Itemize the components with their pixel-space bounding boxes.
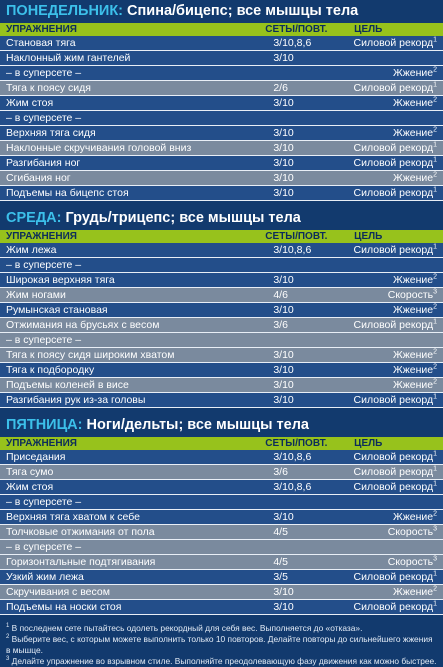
header-goal: ЦЕЛЬ (354, 231, 383, 242)
goal-footnote-mark: 1 (433, 81, 438, 89)
table-row (0, 258, 443, 272)
table-row (0, 333, 443, 347)
goal-footnote-mark: 2 (433, 303, 438, 311)
table-row (0, 171, 443, 185)
day-name: ПОНЕДЕЛЬНИК: (6, 3, 124, 19)
exercise-name: Жим стоя (6, 481, 54, 493)
header-sets: СЕТЫ/ПОВТ. (265, 438, 328, 449)
goal-footnote-mark: 1 (433, 156, 438, 164)
exercise-name: – в суперсете – (6, 334, 82, 346)
goal (344, 585, 443, 599)
sets-reps: 3/10,8,6 (273, 37, 312, 49)
sets-reps: 3/10 (273, 601, 294, 613)
sets-reps: 3/6 (273, 319, 288, 331)
sets-reps (265, 111, 344, 125)
header-exercise: УПРАЖНЕНИЯ (6, 231, 77, 242)
goal (344, 273, 443, 287)
sets-reps: 3/6 (273, 466, 288, 478)
sets-reps: 3/5 (273, 571, 288, 583)
day-section (0, 0, 443, 201)
sets-reps: 3/10 (273, 97, 294, 109)
goal-text: Силовой рекорд (353, 319, 434, 331)
table-row (0, 480, 443, 494)
goal-footnote-mark: 2 (433, 96, 438, 104)
exercise-name: Подъемы коленей в висе (6, 379, 129, 391)
footnote-1: $^1$ В последнем сете пытайтесь одолеть рекордный для себя вес. Выполняется до «отказа». (6, 623, 363, 633)
table-row (0, 303, 443, 317)
exercise-name: Наклонный жим гантелей (6, 52, 131, 64)
goal (344, 378, 443, 392)
exercise-name: – в суперсете – (6, 112, 82, 124)
exercise-name: Тяга к поясу сидя (6, 82, 91, 94)
goal (344, 480, 443, 494)
goal-footnote-mark: 2 (433, 378, 438, 386)
table-row (0, 66, 443, 80)
day-name: СРЕДА: (6, 210, 62, 226)
sets-reps: 3/10 (273, 586, 294, 598)
sets-reps (265, 258, 344, 272)
goal-footnote-mark: 2 (433, 585, 438, 593)
goal-text: Жжение (393, 127, 434, 139)
table-row (0, 450, 443, 464)
goal-text: Силовой рекорд (353, 466, 434, 478)
goal-text: Силовой рекорд (353, 451, 434, 463)
goal-footnote-mark: 1 (433, 318, 438, 326)
goal-text: Жжение (393, 97, 434, 109)
table-row (0, 243, 443, 257)
exercise-name: Приседания (6, 451, 66, 463)
exercise-name: Отжимания на брусьях с весом (6, 319, 160, 331)
goal-footnote-mark: 1 (433, 450, 438, 458)
table-row (0, 510, 443, 524)
goal-footnote-mark: 1 (433, 186, 438, 194)
footnotes (0, 615, 443, 667)
goal (344, 495, 443, 509)
table-row (0, 156, 443, 170)
table-row (0, 141, 443, 155)
exercise-name: Скручивания с весом (6, 586, 110, 598)
exercise-name: Тяга сумо (6, 466, 54, 478)
goal (344, 450, 443, 464)
goal-text: Скорость (387, 289, 434, 301)
goal-text: Силовой рекорд (353, 244, 434, 256)
sets-reps: 3/10 (273, 142, 294, 154)
goal-text: Силовой рекорд (353, 601, 434, 613)
sets-reps: 3/10,8,6 (273, 451, 312, 463)
day-title (0, 414, 443, 437)
day-focus: Ноги/дельты; все мышцы тела (86, 417, 309, 433)
goal-text: Жжение (393, 304, 434, 316)
sets-reps: 4/5 (273, 556, 288, 568)
goal-footnote-mark: 2 (433, 273, 438, 281)
goal-text: Жжение (393, 586, 434, 598)
sets-reps: 3/10 (273, 52, 294, 64)
goal (344, 156, 443, 170)
exercise-name: Жим лежа (6, 244, 57, 256)
goal-text: Жжение (393, 379, 434, 391)
goal (344, 540, 443, 554)
goal-text: Жжение (393, 349, 434, 361)
goal (344, 171, 443, 185)
table-row (0, 393, 443, 407)
sets-reps: 3/10 (273, 157, 294, 169)
goal-footnote-mark: 2 (433, 363, 438, 371)
sets-reps: 3/10 (273, 127, 294, 139)
goal-footnote-mark: 1 (433, 36, 438, 44)
table-row (0, 318, 443, 332)
goal (344, 525, 443, 539)
day-focus: Спина/бицепс; все мышцы тела (127, 3, 359, 19)
sets-reps: 3/10 (273, 379, 294, 391)
goal-text: Силовой рекорд (353, 571, 434, 583)
table-row (0, 96, 443, 110)
table-row (0, 363, 443, 377)
table-row (0, 36, 443, 50)
table-row (0, 525, 443, 539)
header-goal: ЦЕЛЬ (354, 438, 383, 449)
table-row (0, 540, 443, 554)
goal (344, 348, 443, 362)
goal-footnote-mark: 2 (433, 348, 438, 356)
goal (344, 570, 443, 584)
exercise-name: Разгибания рук из-за головы (6, 394, 146, 406)
day-name: ПЯТНИЦА: (6, 417, 83, 433)
table-row (0, 81, 443, 95)
table-row (0, 186, 443, 200)
exercise-name: – в суперсете – (6, 67, 82, 79)
table-header (0, 437, 443, 450)
goal (344, 303, 443, 317)
sets-reps (265, 66, 344, 80)
goal-text: Скорость (387, 556, 434, 568)
table-header (0, 230, 443, 243)
goal-text: Силовой рекорд (353, 394, 434, 406)
sets-reps: 3/10,8,6 (273, 481, 312, 493)
sets-reps (265, 333, 344, 347)
sets-reps (265, 495, 344, 509)
goal (344, 555, 443, 569)
goal (344, 81, 443, 95)
goal (344, 510, 443, 524)
exercise-name: Подъемы на бицепс стоя (6, 187, 129, 199)
goal (344, 600, 443, 614)
goal-footnote-mark: 1 (433, 600, 438, 608)
exercise-name: Сгибания ног (6, 172, 71, 184)
footnote-3: $^3$ Делайте упражнение во взрывном стиле. Выполняйте преодолевающую фазу движения как можно быстрее. (6, 656, 437, 666)
goal-text: Жжение (393, 364, 434, 376)
goal-footnote-mark: 2 (433, 66, 438, 74)
exercise-name: Толчковые отжимания от пола (6, 526, 155, 538)
goal-text: Жжение (393, 172, 434, 184)
goal (344, 141, 443, 155)
goal-footnote-mark: 2 (433, 126, 438, 134)
goal-footnote-mark: 1 (433, 480, 438, 488)
goal-footnote-mark: 1 (433, 465, 438, 473)
sets-reps: 3/10 (273, 349, 294, 361)
header-exercise: УПРАЖНЕНИЯ (6, 438, 77, 449)
table-row (0, 378, 443, 392)
exercise-name: – в суперсете – (6, 259, 82, 271)
goal-text: Силовой рекорд (353, 157, 434, 169)
sets-reps: 4/6 (273, 289, 288, 301)
goal (344, 66, 443, 80)
goal-text: Жжение (393, 274, 434, 286)
goal (344, 258, 443, 272)
table-row (0, 288, 443, 302)
table-row (0, 51, 443, 65)
sets-reps: 2/6 (273, 82, 288, 94)
sets-reps: 3/10 (273, 511, 294, 523)
table-row (0, 495, 443, 509)
table-header (0, 23, 443, 36)
goal (344, 243, 443, 257)
exercise-name: Тяга к поясу сидя широким хватом (6, 349, 175, 361)
day-section (0, 414, 443, 615)
sets-reps: 3/10 (273, 187, 294, 199)
exercise-name: Узкий жим лежа (6, 571, 84, 583)
exercise-name: Жим ногами (6, 289, 66, 301)
exercise-name: Становая тяга (6, 37, 76, 49)
sets-reps (265, 540, 344, 554)
goal-footnote-mark: 3 (433, 555, 438, 563)
goal-footnote-mark: 2 (433, 171, 438, 179)
goal-text: Силовой рекорд (353, 187, 434, 199)
header-exercise: УПРАЖНЕНИЯ (6, 24, 77, 35)
exercise-name: Румынская становая (6, 304, 108, 316)
goal-footnote-mark: 3 (433, 288, 438, 296)
goal (344, 186, 443, 200)
goal-footnote-mark: 1 (433, 243, 438, 251)
header-sets: СЕТЫ/ПОВТ. (265, 231, 328, 242)
exercise-name: – в суперсете – (6, 496, 82, 508)
footnote-2: $^2$ Выберите вес, с которым можете выполнить только 10 повторов. Делайте повторы до сильнейшего жжения в мышце. (6, 634, 433, 655)
day-section (0, 207, 443, 408)
sets-reps: 3/10 (273, 394, 294, 406)
sets-reps: 3/10 (273, 304, 294, 316)
header-goal: ЦЕЛЬ (354, 24, 383, 35)
exercise-name: Разгибания ног (6, 157, 81, 169)
goal-text: Силовой рекорд (353, 82, 434, 94)
goal (344, 288, 443, 302)
header-sets: СЕТЫ/ПОВТ. (265, 24, 328, 35)
table-row (0, 585, 443, 599)
day-title (0, 207, 443, 230)
sets-reps: 4/5 (273, 526, 288, 538)
goal (344, 126, 443, 140)
goal (344, 333, 443, 347)
goal (344, 393, 443, 407)
goal-text: Скорость (387, 526, 434, 538)
table-row (0, 273, 443, 287)
goal (344, 51, 443, 65)
goal-text: Силовой рекорд (353, 142, 434, 154)
goal-footnote-mark: 1 (433, 393, 438, 401)
goal-text: Силовой рекорд (353, 37, 434, 49)
table-row (0, 465, 443, 479)
exercise-name: – в суперсете – (6, 541, 82, 553)
goal (344, 36, 443, 50)
table-row (0, 348, 443, 362)
exercise-name: Верхняя тяга сидя (6, 127, 96, 139)
goal-footnote-mark: 1 (433, 570, 438, 578)
exercise-name: Горизонтальные подтягивания (6, 556, 156, 568)
table-row (0, 570, 443, 584)
table-row (0, 555, 443, 569)
table-row (0, 111, 443, 125)
sets-reps: 3/10 (273, 172, 294, 184)
goal (344, 363, 443, 377)
goal (344, 318, 443, 332)
day-title (0, 0, 443, 23)
goal-footnote-mark: 3 (433, 525, 438, 533)
goal-text: Жжение (393, 67, 434, 79)
exercise-name: Верхняя тяга хватом к себе (6, 511, 140, 523)
goal (344, 465, 443, 479)
sets-reps: 3/10,8,6 (273, 244, 312, 256)
goal (344, 96, 443, 110)
goal-text: Жжение (393, 511, 434, 523)
goal-footnote-mark: 1 (433, 141, 438, 149)
table-row (0, 126, 443, 140)
goal-footnote-mark: 2 (433, 510, 438, 518)
sets-reps: 3/10 (273, 364, 294, 376)
exercise-name: Тяга к подбородку (6, 364, 95, 376)
goal-text: Силовой рекорд (353, 481, 434, 493)
table-row (0, 600, 443, 614)
exercise-name: Подъемы на носки стоя (6, 601, 122, 613)
day-focus: Грудь/трицепс; все мышцы тела (65, 210, 301, 226)
sets-reps: 3/10 (273, 274, 294, 286)
exercise-name: Широкая верхняя тяга (6, 274, 115, 286)
goal (344, 111, 443, 125)
exercise-name: Наклонные скручивания головой вниз (6, 142, 192, 154)
exercise-name: Жим стоя (6, 97, 54, 109)
